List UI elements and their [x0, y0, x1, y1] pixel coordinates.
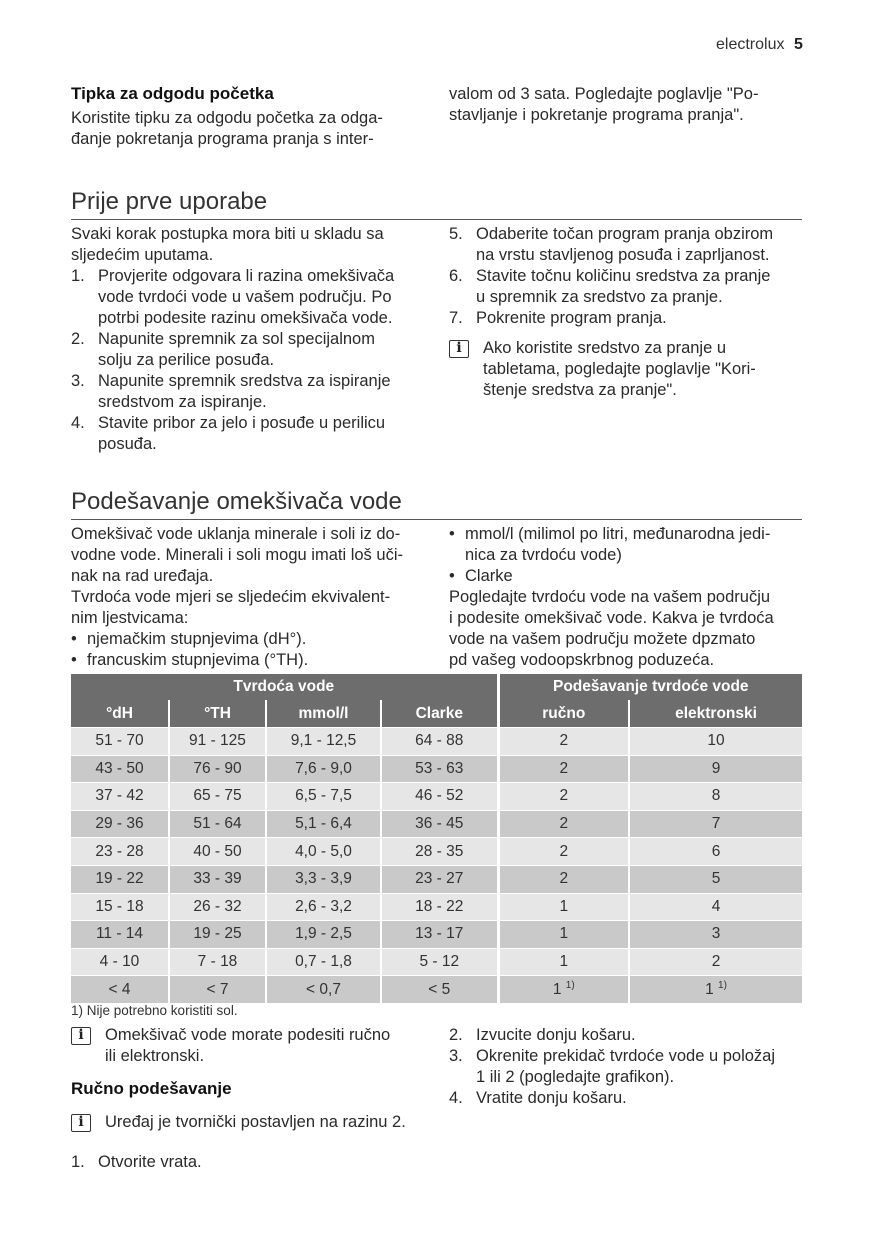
- text-line: stavljanje i pokretanje programa pranja".: [449, 106, 744, 124]
- step-number: 1.: [71, 267, 85, 285]
- text-line: Omekšivač vode uklanja minerale i soli iz do-: [71, 525, 401, 543]
- text-line: Pokrenite program pranja.: [476, 309, 667, 327]
- table-cell: 9: [629, 755, 802, 783]
- table-cell: 2: [498, 810, 629, 838]
- step-number: 3.: [71, 372, 85, 390]
- table-cell: 1: [498, 948, 629, 976]
- table-cell: 43 - 50: [71, 755, 169, 783]
- table-cell: 76 - 90: [169, 755, 266, 783]
- note-softener-mode: [71, 1025, 436, 1069]
- list-item: [71, 329, 431, 371]
- delay-title: Tipka za odgodu početka: [71, 84, 274, 103]
- text-line: Omekšivač vode morate podesiti ručno: [105, 1026, 391, 1044]
- table-group-header: [71, 674, 802, 701]
- table-cell: 23 - 28: [71, 838, 169, 866]
- step-number: 4.: [449, 1089, 463, 1107]
- table-cell: 9,1 - 12,5: [266, 728, 381, 756]
- section-rule: [71, 219, 802, 220]
- table-cell: 37 - 42: [71, 783, 169, 811]
- table-cell: 36 - 45: [381, 810, 498, 838]
- first-use-left: [71, 224, 431, 455]
- section-rule: [71, 519, 802, 520]
- text-line: u spremnik za sredstvo za pranje.: [476, 288, 723, 306]
- list-item: [71, 413, 431, 455]
- list-item: [71, 1152, 431, 1173]
- text-line: nica za tvrdoću vode): [465, 546, 622, 564]
- text-line: nim ljestvicama:: [71, 609, 189, 627]
- table-row: [71, 838, 802, 866]
- table-cell: [629, 976, 802, 1003]
- table-cell: 8: [629, 783, 802, 811]
- page-number: 5: [794, 36, 803, 53]
- col-mmol: mmol/l: [266, 701, 381, 728]
- note-text: [105, 1025, 390, 1067]
- table-cell: 2: [498, 783, 629, 811]
- step-number: 4.: [71, 414, 85, 432]
- table-cell: 2: [498, 755, 629, 783]
- header-brand: electrolux: [716, 36, 785, 53]
- table-cell: 1: [498, 893, 629, 921]
- step-number: 6.: [449, 267, 463, 285]
- text-line: štenje sredstva za pranje".: [483, 381, 677, 399]
- table-cell: 23 - 27: [381, 865, 498, 893]
- table-cell: 5: [629, 865, 802, 893]
- table-cell: 0,7 - 1,8: [266, 948, 381, 976]
- text-line: Tvrdoća vode mjeri se sljedećim ekvivalent-: [71, 588, 391, 606]
- text-line: Stavite točnu količinu sredstva za pranje: [476, 267, 771, 285]
- text-line: sljedećim uputama.: [71, 246, 214, 264]
- table-cell: 1,9 - 2,5: [266, 921, 381, 949]
- manual-steps-right: [449, 1025, 809, 1109]
- table-cell: 5,1 - 6,4: [266, 810, 381, 838]
- note-text: Uređaj je tvornički postavljen na razinu 2.: [105, 1113, 406, 1131]
- table-cell: 6,5 - 7,5: [266, 783, 381, 811]
- list-item: [449, 1025, 809, 1046]
- text-line: vodne vode. Minerali i soli mogu imati loš uči-: [71, 546, 403, 564]
- manual-step-1: [71, 1152, 431, 1173]
- group-setting: Podešavanje tvrdoće vode: [498, 674, 802, 701]
- hardness-table: [71, 674, 802, 1003]
- step-number: 5.: [449, 225, 463, 243]
- table-cell: 11 - 14: [71, 921, 169, 949]
- info-icon: i: [71, 1027, 91, 1045]
- table-cell: 91 - 125: [169, 728, 266, 756]
- table-cell: 2,6 - 3,2: [266, 893, 381, 921]
- info-icon: i: [449, 340, 469, 358]
- table-cell: 65 - 75: [169, 783, 266, 811]
- table-cell: 7: [629, 810, 802, 838]
- text-line: Odaberite točan program pranja obzirom: [476, 225, 774, 243]
- table-cell: 3,3 - 3,9: [266, 865, 381, 893]
- table-cell: 51 - 70: [71, 728, 169, 756]
- table-row: [71, 728, 802, 756]
- list-item: [71, 266, 431, 329]
- list-item: [449, 266, 809, 308]
- text-line: valom od 3 sata. Pogledajte poglavlje "Po-: [449, 85, 759, 103]
- softener-right: [449, 524, 809, 671]
- table-cell: 4 - 10: [71, 948, 169, 976]
- text-line: Okrenite prekidač tvrdoće vode u položaj: [476, 1047, 775, 1065]
- list-item: [449, 308, 809, 329]
- softener-left: [71, 524, 436, 671]
- table-cell: 2: [498, 838, 629, 866]
- table-cell: 40 - 50: [169, 838, 266, 866]
- table-cell: 5 - 12: [381, 948, 498, 976]
- softener-title: Podešavanje omekšivača vode: [71, 488, 402, 515]
- first-use-right: [449, 224, 809, 329]
- table-cell: 53 - 63: [381, 755, 498, 783]
- note-factory-level: [71, 1112, 436, 1134]
- text-line: vode na vašem području možete dpzmato: [449, 630, 756, 648]
- table-cell: 29 - 36: [71, 810, 169, 838]
- text-line: đanje pokretanja programa pranja s inter-: [71, 130, 374, 148]
- table-cell: 64 - 88: [381, 728, 498, 756]
- table-cell: 46 - 52: [381, 783, 498, 811]
- text-line: potrbi podesite razinu omekšivača vode.: [98, 309, 393, 327]
- list-item: [449, 1088, 809, 1109]
- table-cell: 2: [498, 865, 629, 893]
- text-line: Koristite tipku za odgodu početka za odga-: [71, 109, 383, 127]
- table-row: [71, 755, 802, 783]
- table-cell: 19 - 25: [169, 921, 266, 949]
- table-cell: 10: [629, 728, 802, 756]
- text-line: Ako koristite sredstvo za pranje u: [483, 339, 727, 357]
- text-line: 1 ili 2 (pogledajte grafikon).: [476, 1068, 675, 1086]
- table-cell: 4,0 - 5,0: [266, 838, 381, 866]
- table-row: [71, 948, 802, 976]
- col-manual: ručno: [498, 701, 629, 728]
- bullet-text: francuskim stupnjevima (°TH).: [87, 651, 309, 669]
- list-item: • Clarke: [449, 566, 809, 587]
- step-text: Otvorite vrata.: [98, 1153, 202, 1171]
- text-line: sredstvom za ispiranje.: [98, 393, 267, 411]
- step-number: 2.: [449, 1026, 463, 1044]
- table-cell: < 7: [169, 976, 266, 1003]
- table-cell: < 0,7: [266, 976, 381, 1003]
- delay-text-left: [71, 108, 431, 150]
- text-line: vode tvrdoći vode u vašem području. Po: [98, 288, 392, 306]
- text-line: Vratite donju košaru.: [476, 1089, 627, 1107]
- col-electronic: elektronski: [629, 701, 802, 728]
- text-line: mmol/l (milimol po litri, međunarodna jedi-: [465, 525, 771, 543]
- table-row: [71, 893, 802, 921]
- delay-text-right: [449, 84, 809, 126]
- cell-value: 1: [705, 981, 714, 999]
- table-row: [71, 865, 802, 893]
- table-cell: [498, 976, 629, 1003]
- text-line: Napunite spremnik sredstva za ispiranje: [98, 372, 391, 390]
- list-item: • francuskim stupnjevima (°TH).: [71, 651, 309, 669]
- col-dh: °dH: [71, 701, 169, 728]
- table-cell: 28 - 35: [381, 838, 498, 866]
- text-line: nak na rad uređaja.: [71, 567, 214, 585]
- cell-value: 1: [552, 981, 562, 999]
- table-cell: 7 - 18: [169, 948, 266, 976]
- text-line: Svaki korak postupka mora biti u skladu sa: [71, 225, 384, 243]
- text-line: Pogledajte tvrdoću vode na vašem području: [449, 588, 771, 606]
- table-cell: 2: [629, 948, 802, 976]
- table-cell: 4: [629, 893, 802, 921]
- text-line: solju za perilice posuđa.: [98, 351, 275, 369]
- bullet-text: njemačkim stupnjevima (dH°).: [87, 630, 307, 648]
- table-cell: 3: [629, 921, 802, 949]
- text-line: Clarke: [465, 567, 513, 585]
- list-item: • mmol/l (milimol po litri, međunarodna jedi- nica za tvrdoću vode): [449, 524, 809, 566]
- table-footnote: 1) Nije potrebno koristiti sol.: [71, 1003, 238, 1018]
- text-line: tabletama, pogledajte poglavlje "Kori-: [483, 360, 756, 378]
- note-text: [483, 338, 756, 401]
- text-line: Izvucite donju košaru.: [476, 1026, 636, 1044]
- table-column-header: [71, 701, 802, 728]
- text-line: na vrstu stavljenog posuđa i zaprljanost.: [476, 246, 770, 264]
- first-use-title: Prije prve uporabe: [71, 188, 268, 215]
- step-number: 1.: [71, 1153, 85, 1171]
- text-line: pd vašeg vodoopskrbnog poduzeća.: [449, 651, 715, 669]
- table-cell: 51 - 64: [169, 810, 266, 838]
- text-line: posuđa.: [98, 435, 157, 453]
- table-cell: 26 - 32: [169, 893, 266, 921]
- col-th: °TH: [169, 701, 266, 728]
- table-row: [71, 921, 802, 949]
- footnote-mark: 1): [565, 980, 575, 992]
- step-number: 2.: [71, 330, 85, 348]
- text-line: ili elektronski.: [105, 1047, 205, 1065]
- table-row: [71, 810, 802, 838]
- text-line: Napunite spremnik za sol specijalnom: [98, 330, 375, 348]
- list-item: [71, 371, 431, 413]
- list-item: • njemačkim stupnjevima (dH°).: [71, 630, 307, 648]
- table-cell: 15 - 18: [71, 893, 169, 921]
- table-cell: 6: [629, 838, 802, 866]
- table-body: [71, 728, 802, 1003]
- footnote-mark: 1): [718, 980, 727, 992]
- table-cell: 33 - 39: [169, 865, 266, 893]
- table-cell: < 4: [71, 976, 169, 1003]
- step-number: 7.: [449, 309, 463, 327]
- text-line: Stavite pribor za jelo i posuđe u perilicu: [98, 414, 386, 432]
- table-cell: 13 - 17: [381, 921, 498, 949]
- table-cell: 1: [498, 921, 629, 949]
- step-number: 3.: [449, 1047, 463, 1065]
- group-hardness: Tvrdoća vode: [71, 674, 498, 701]
- table-cell: 19 - 22: [71, 865, 169, 893]
- info-icon: i: [71, 1114, 91, 1132]
- manual-title: Ručno podešavanje: [71, 1079, 232, 1098]
- table-cell: 18 - 22: [381, 893, 498, 921]
- list-item: [449, 1046, 809, 1088]
- table-cell: < 5: [381, 976, 498, 1003]
- table-row: [71, 783, 802, 811]
- note-tablets: [449, 338, 809, 404]
- text-line: Provjerite odgovara li razina omekšivača: [98, 267, 395, 285]
- table-cell: 2: [498, 728, 629, 756]
- table-row: [71, 976, 802, 1003]
- text-line: i podesite omekšivač vode. Kakva je tvrdoća: [449, 609, 774, 627]
- list-item: [449, 224, 809, 266]
- table-cell: 7,6 - 9,0: [266, 755, 381, 783]
- col-clarke: Clarke: [381, 701, 498, 728]
